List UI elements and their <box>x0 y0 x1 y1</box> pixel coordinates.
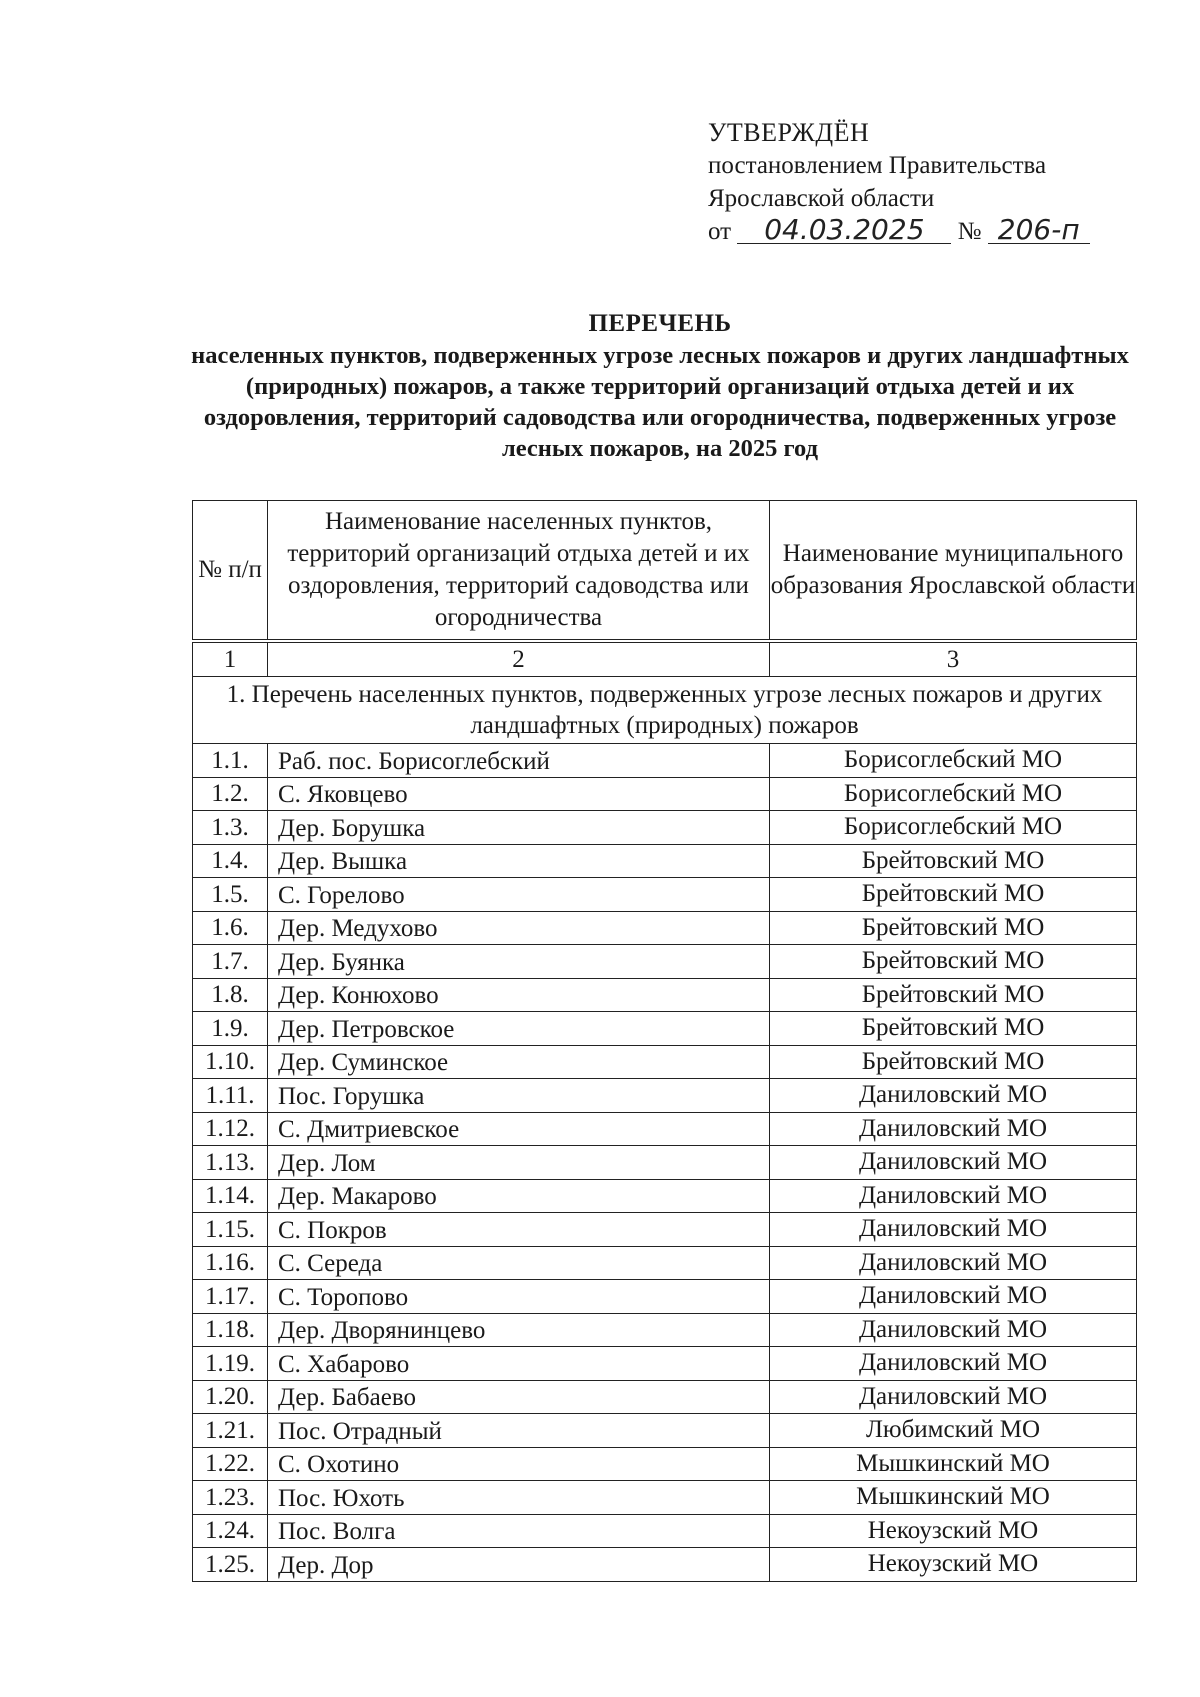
table-row <box>193 878 1137 912</box>
settlement-name: С. Горелово <box>268 878 770 912</box>
approval-line-2: Ярославской области <box>708 185 935 212</box>
settlement-name: С. Охотино <box>268 1447 770 1481</box>
settlement-name: Дер. Медухово <box>268 911 770 945</box>
table-row <box>193 1045 1137 1079</box>
document-title: ПЕРЕЧЕНЬ <box>588 310 732 337</box>
row-index: 1.20. <box>193 1380 268 1414</box>
row-index: 1.2. <box>193 777 268 811</box>
settlement-name: С. Покров <box>268 1213 770 1247</box>
date-prefix: от <box>708 218 732 245</box>
settlement-name: Раб. пос. Борисоглебский <box>268 744 770 778</box>
row-index: 1.18. <box>193 1313 268 1347</box>
row-index: 1.12. <box>193 1112 268 1146</box>
municipality-name: Некоузский МО <box>770 1548 1137 1582</box>
approval-line-1: постановлением Правительства <box>708 152 1047 179</box>
settlement-name: Дер. Вышка <box>268 844 770 878</box>
settlement-name: Пос. Юхоть <box>268 1481 770 1515</box>
municipality-name: Любимский МО <box>770 1414 1137 1448</box>
header-name: Наименование населенных пунктов, территорий организаций отдыха детей и их оздоровления, территорий садоводства или огородничества <box>268 501 770 642</box>
municipality-name: Мышкинский МО <box>770 1447 1137 1481</box>
row-index: 1.11. <box>193 1079 268 1113</box>
section-title: 1. Перечень населенных пунктов, подверженных угрозе лесных пожаров и других ландшафтных (природных) пожаров <box>193 677 1137 744</box>
table-row <box>193 1146 1137 1180</box>
settlement-name: С. Яковцево <box>268 777 770 811</box>
handwritten-number: 206-п <box>988 217 1090 244</box>
settlement-name: Дер. Бабаево <box>268 1380 770 1414</box>
municipality-name: Борисоглебский МО <box>770 811 1137 845</box>
settlement-name: С. Дмитриевское <box>268 1112 770 1146</box>
row-index: 1.6. <box>193 911 268 945</box>
section-row <box>193 677 1137 744</box>
municipality-name: Брейтовский МО <box>770 844 1137 878</box>
settlement-name: Дер. Макарово <box>268 1179 770 1213</box>
row-index: 1.25. <box>193 1548 268 1582</box>
document-heading <box>180 310 1140 464</box>
settlement-name: Дер. Дворянинцево <box>268 1313 770 1347</box>
table-header-row <box>193 501 1137 642</box>
document-subtitle: населенных пунктов, подверженных угрозе лесных пожаров и других ландшафтных (природных) пожаров, а также территорий организаций отдыха детей и их оздоровления, территорий садоводства или огородничества, подверженных угрозе лесных пожаров, на 2025 год <box>191 342 1129 462</box>
municipality-name: Даниловский МО <box>770 1112 1137 1146</box>
column-number: 1 <box>193 641 268 677</box>
municipality-name: Даниловский МО <box>770 1280 1137 1314</box>
settlement-name: Дер. Лом <box>268 1146 770 1180</box>
municipality-name: Даниловский МО <box>770 1179 1137 1213</box>
settlement-name: Пос. Горушка <box>268 1079 770 1113</box>
header-municipality: Наименование муниципального образования Ярославской области <box>770 501 1137 642</box>
table-row <box>193 1380 1137 1414</box>
table-row <box>193 1112 1137 1146</box>
table-row <box>193 1347 1137 1381</box>
settlement-name: Дер. Суминское <box>268 1045 770 1079</box>
row-index: 1.10. <box>193 1045 268 1079</box>
municipality-name: Брейтовский МО <box>770 978 1137 1012</box>
settlement-name: С. Хабарово <box>268 1347 770 1381</box>
table-row <box>193 1213 1137 1247</box>
header-number: № п/п <box>193 501 268 642</box>
municipality-name: Брейтовский МО <box>770 911 1137 945</box>
table-row <box>193 1447 1137 1481</box>
municipality-name: Брейтовский МО <box>770 1012 1137 1046</box>
table-row <box>193 1548 1137 1582</box>
row-index: 1.24. <box>193 1514 268 1548</box>
settlement-name: Пос. Отрадный <box>268 1414 770 1448</box>
settlements-table <box>192 500 1137 1582</box>
row-index: 1.9. <box>193 1012 268 1046</box>
table-row <box>193 1514 1137 1548</box>
table-row <box>193 844 1137 878</box>
number-prefix: № <box>957 218 982 245</box>
table-row <box>193 911 1137 945</box>
table-row <box>193 1012 1137 1046</box>
settlement-name: Дер. Борушка <box>268 811 770 845</box>
municipality-name: Брейтовский МО <box>770 1045 1137 1079</box>
row-index: 1.15. <box>193 1213 268 1247</box>
row-index: 1.7. <box>193 945 268 979</box>
row-index: 1.3. <box>193 811 268 845</box>
row-index: 1.13. <box>193 1146 268 1180</box>
settlement-name: Дер. Дор <box>268 1548 770 1582</box>
approval-stamp <box>708 116 1128 248</box>
settlement-name: С. Середа <box>268 1246 770 1280</box>
municipality-name: Брейтовский МО <box>770 945 1137 979</box>
approval-date-line <box>708 215 1128 248</box>
table-row <box>193 1414 1137 1448</box>
row-index: 1.23. <box>193 1481 268 1515</box>
settlement-name: Дер. Буянка <box>268 945 770 979</box>
municipality-name: Борисоглебский МО <box>770 744 1137 778</box>
table-row <box>193 978 1137 1012</box>
municipality-name: Даниловский МО <box>770 1246 1137 1280</box>
municipality-name: Даниловский МО <box>770 1347 1137 1381</box>
municipality-name: Даниловский МО <box>770 1213 1137 1247</box>
table-row <box>193 777 1137 811</box>
municipality-name: Даниловский МО <box>770 1313 1137 1347</box>
municipality-name: Брейтовский МО <box>770 878 1137 912</box>
row-index: 1.19. <box>193 1347 268 1381</box>
row-index: 1.17. <box>193 1280 268 1314</box>
table-row <box>193 1280 1137 1314</box>
table-row <box>193 945 1137 979</box>
approval-title: УТВЕРЖДЁН <box>708 118 870 147</box>
row-index: 1.14. <box>193 1179 268 1213</box>
row-index: 1.21. <box>193 1414 268 1448</box>
municipality-name: Мышкинский МО <box>770 1481 1137 1515</box>
row-index: 1.22. <box>193 1447 268 1481</box>
column-number: 3 <box>770 641 1137 677</box>
row-index: 1.1. <box>193 744 268 778</box>
table-row <box>193 1079 1137 1113</box>
municipality-name: Даниловский МО <box>770 1380 1137 1414</box>
row-index: 1.4. <box>193 844 268 878</box>
municipality-name: Даниловский МО <box>770 1079 1137 1113</box>
table-row <box>193 811 1137 845</box>
municipality-name: Даниловский МО <box>770 1146 1137 1180</box>
row-index: 1.8. <box>193 978 268 1012</box>
municipality-name: Борисоглебский МО <box>770 777 1137 811</box>
settlement-name: Пос. Волга <box>268 1514 770 1548</box>
table-row <box>193 1481 1137 1515</box>
settlement-name: Дер. Петровское <box>268 1012 770 1046</box>
settlement-name: С. Торопово <box>268 1280 770 1314</box>
municipality-name: Некоузский МО <box>770 1514 1137 1548</box>
row-index: 1.16. <box>193 1246 268 1280</box>
table-row <box>193 744 1137 778</box>
column-number: 2 <box>268 641 770 677</box>
table-row <box>193 1246 1137 1280</box>
settlement-name: Дер. Конюхово <box>268 978 770 1012</box>
table-row <box>193 1313 1137 1347</box>
row-index: 1.5. <box>193 878 268 912</box>
column-number-row <box>193 641 1137 677</box>
handwritten-date: 04.03.2025 <box>737 217 951 244</box>
table-row <box>193 1179 1137 1213</box>
